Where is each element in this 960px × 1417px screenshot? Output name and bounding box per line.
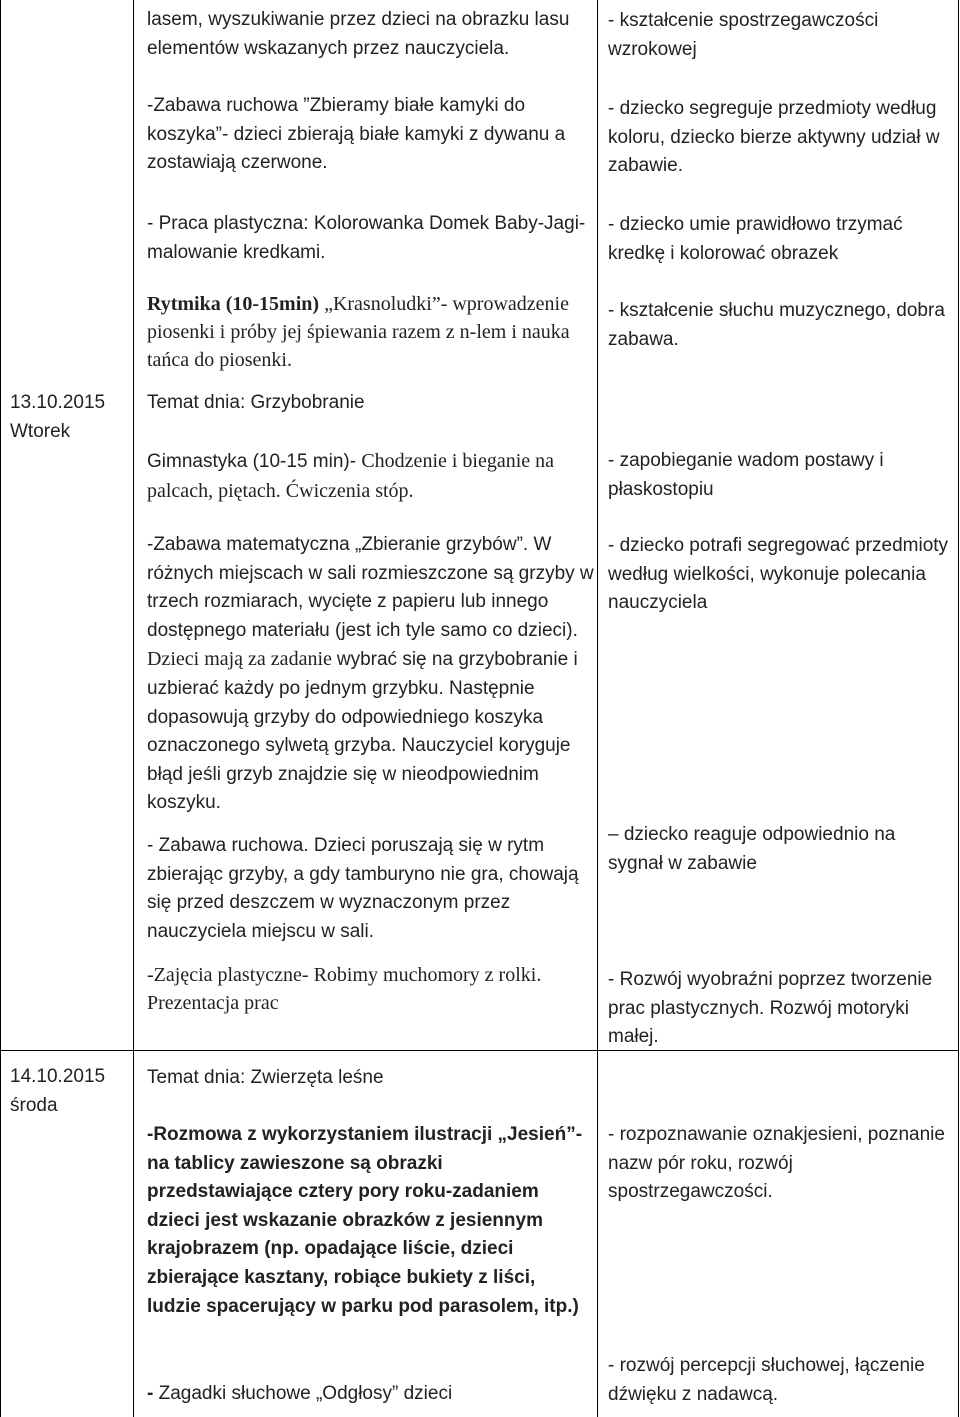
table-border-right: [958, 0, 959, 1417]
goal-item: - dziecko potrafi segregować przedmioty według wielkości, wykonuje polecania nauczyciela: [608, 535, 949, 614]
activity-sound-riddles: - Zagadki słuchowe „Odgłosy” dzieci: [147, 1383, 453, 1404]
activity-coloring: - Praca plastyczna: Kolorowanka Domek Baby-Jagi- malowanie kredkami.: [147, 213, 586, 263]
activity-forest-search: lasem, wyszukiwanie przez dzieci na obrazku lasu elementów wskazanych przez nauczyciela.: [147, 9, 570, 59]
activity-gymnastics: Gimnastyka (10-15 min)- Chodzenie i bieganie na palcach, piętach. Ćwiczenia stóp.: [147, 450, 555, 502]
day-cell: [10, 389, 130, 446]
goal-item: - dziecko umie prawidłowo trzymać kredkę i kolorować obrazek: [608, 214, 903, 264]
day-date: 13.10.2015: [10, 392, 106, 413]
activity-autumn-talk: -Rozmowa z wykorzystaniem ilustracji „Jesień”- na tablicy zawieszone są obrazki przedstawiające cztery pory roku-zadaniem dzieci jest wskazanie obrazków z jesiennym krajobrazem (np. opadające liście, dzieci zbierające kasztany, robiące bukiety z liści, ludzie spacerujący w parku pod parasolem, itp.): [147, 1124, 583, 1317]
activity-white-pebbles-game: -Zabawa ruchowa ”Zbieramy białe kamyki do koszyka”- dzieci zbierają białe kamyki z dywanu a zostawiają czerwone.: [147, 95, 566, 174]
goal-item: - Rozwój wyobraźni poprzez tworzenie prac plastycznych. Rozwój motoryki małej.: [608, 969, 933, 1048]
column-divider-date: [133, 0, 134, 1417]
goal-item: – dziecko reaguje odpowiednio na sygnał w zabawie: [608, 824, 896, 874]
goal-item: - kształcenie słuchu muzycznego, dobra zabawa.: [608, 300, 945, 350]
activity-rhythmics: Rytmika (10-15min) „Krasnoludki”- wprowadzenie piosenki i próby jej śpiewania razem z n-lem i nauka tańca do piosenki.: [147, 293, 570, 371]
activity-art-toadstools: -Zajęcia plastyczne- Robimy muchomory z rolki. Prezentacja prac: [147, 964, 542, 1014]
day-date: 14.10.2015: [10, 1066, 106, 1087]
goal-item: - rozwój percepcji słuchowej, łączenie dźwięku z nadawcą.: [608, 1355, 925, 1405]
activity-movement-game: - Zabawa ruchowa. Dzieci poruszają się w rytm zbierając grzyby, a gdy tamburyno nie gra, chowają się przed deszczem w wyznaczonym przez nauczyciela miejscu w sali.: [147, 835, 579, 942]
day-weekday: Wtorek: [10, 420, 71, 442]
activity-math-game: -Zabawa matematyczna „Zbieranie grzybów”. W różnych miejscach w sali rozmieszczone są grzyby w trzech rozmiarach, wycięte z papieru lub innego dostępnego materiału (jest ich tyle samo co dzieci). Dzieci mają za zadanie wybrać się na grzybobranie i uzbierać każdy po jednym grzybku. Następnie dopasowują grzyby do odpowiedniego koszyka oznaczonego sylwetą grzyba. Nauczyciel koryguje błąd jeśli grzyb znajdzie się w nieodpowiednim koszyku.: [147, 534, 594, 814]
day-weekday: środa: [10, 1094, 58, 1116]
topic-heading: Temat dnia: Grzybobranie: [147, 392, 365, 413]
day-cell: [10, 1063, 130, 1120]
topic-heading: Temat dnia: Zwierzęta leśne: [147, 1067, 384, 1088]
goal-item: - dziecko segreguje przedmioty według koloru, dziecko bierze aktywny udział w zabawie.: [608, 98, 940, 177]
goal-item: - kształcenie spostrzegawczości wzrokowej: [608, 10, 879, 60]
goal-item: - rozpoznawanie oznakjesieni, poznanie nazw pór roku, rozwój spostrzegawczości.: [608, 1124, 945, 1203]
table-border-left: [0, 0, 1, 1417]
goal-item: - zapobieganie wadom postawy i płaskostopiu: [608, 450, 884, 500]
